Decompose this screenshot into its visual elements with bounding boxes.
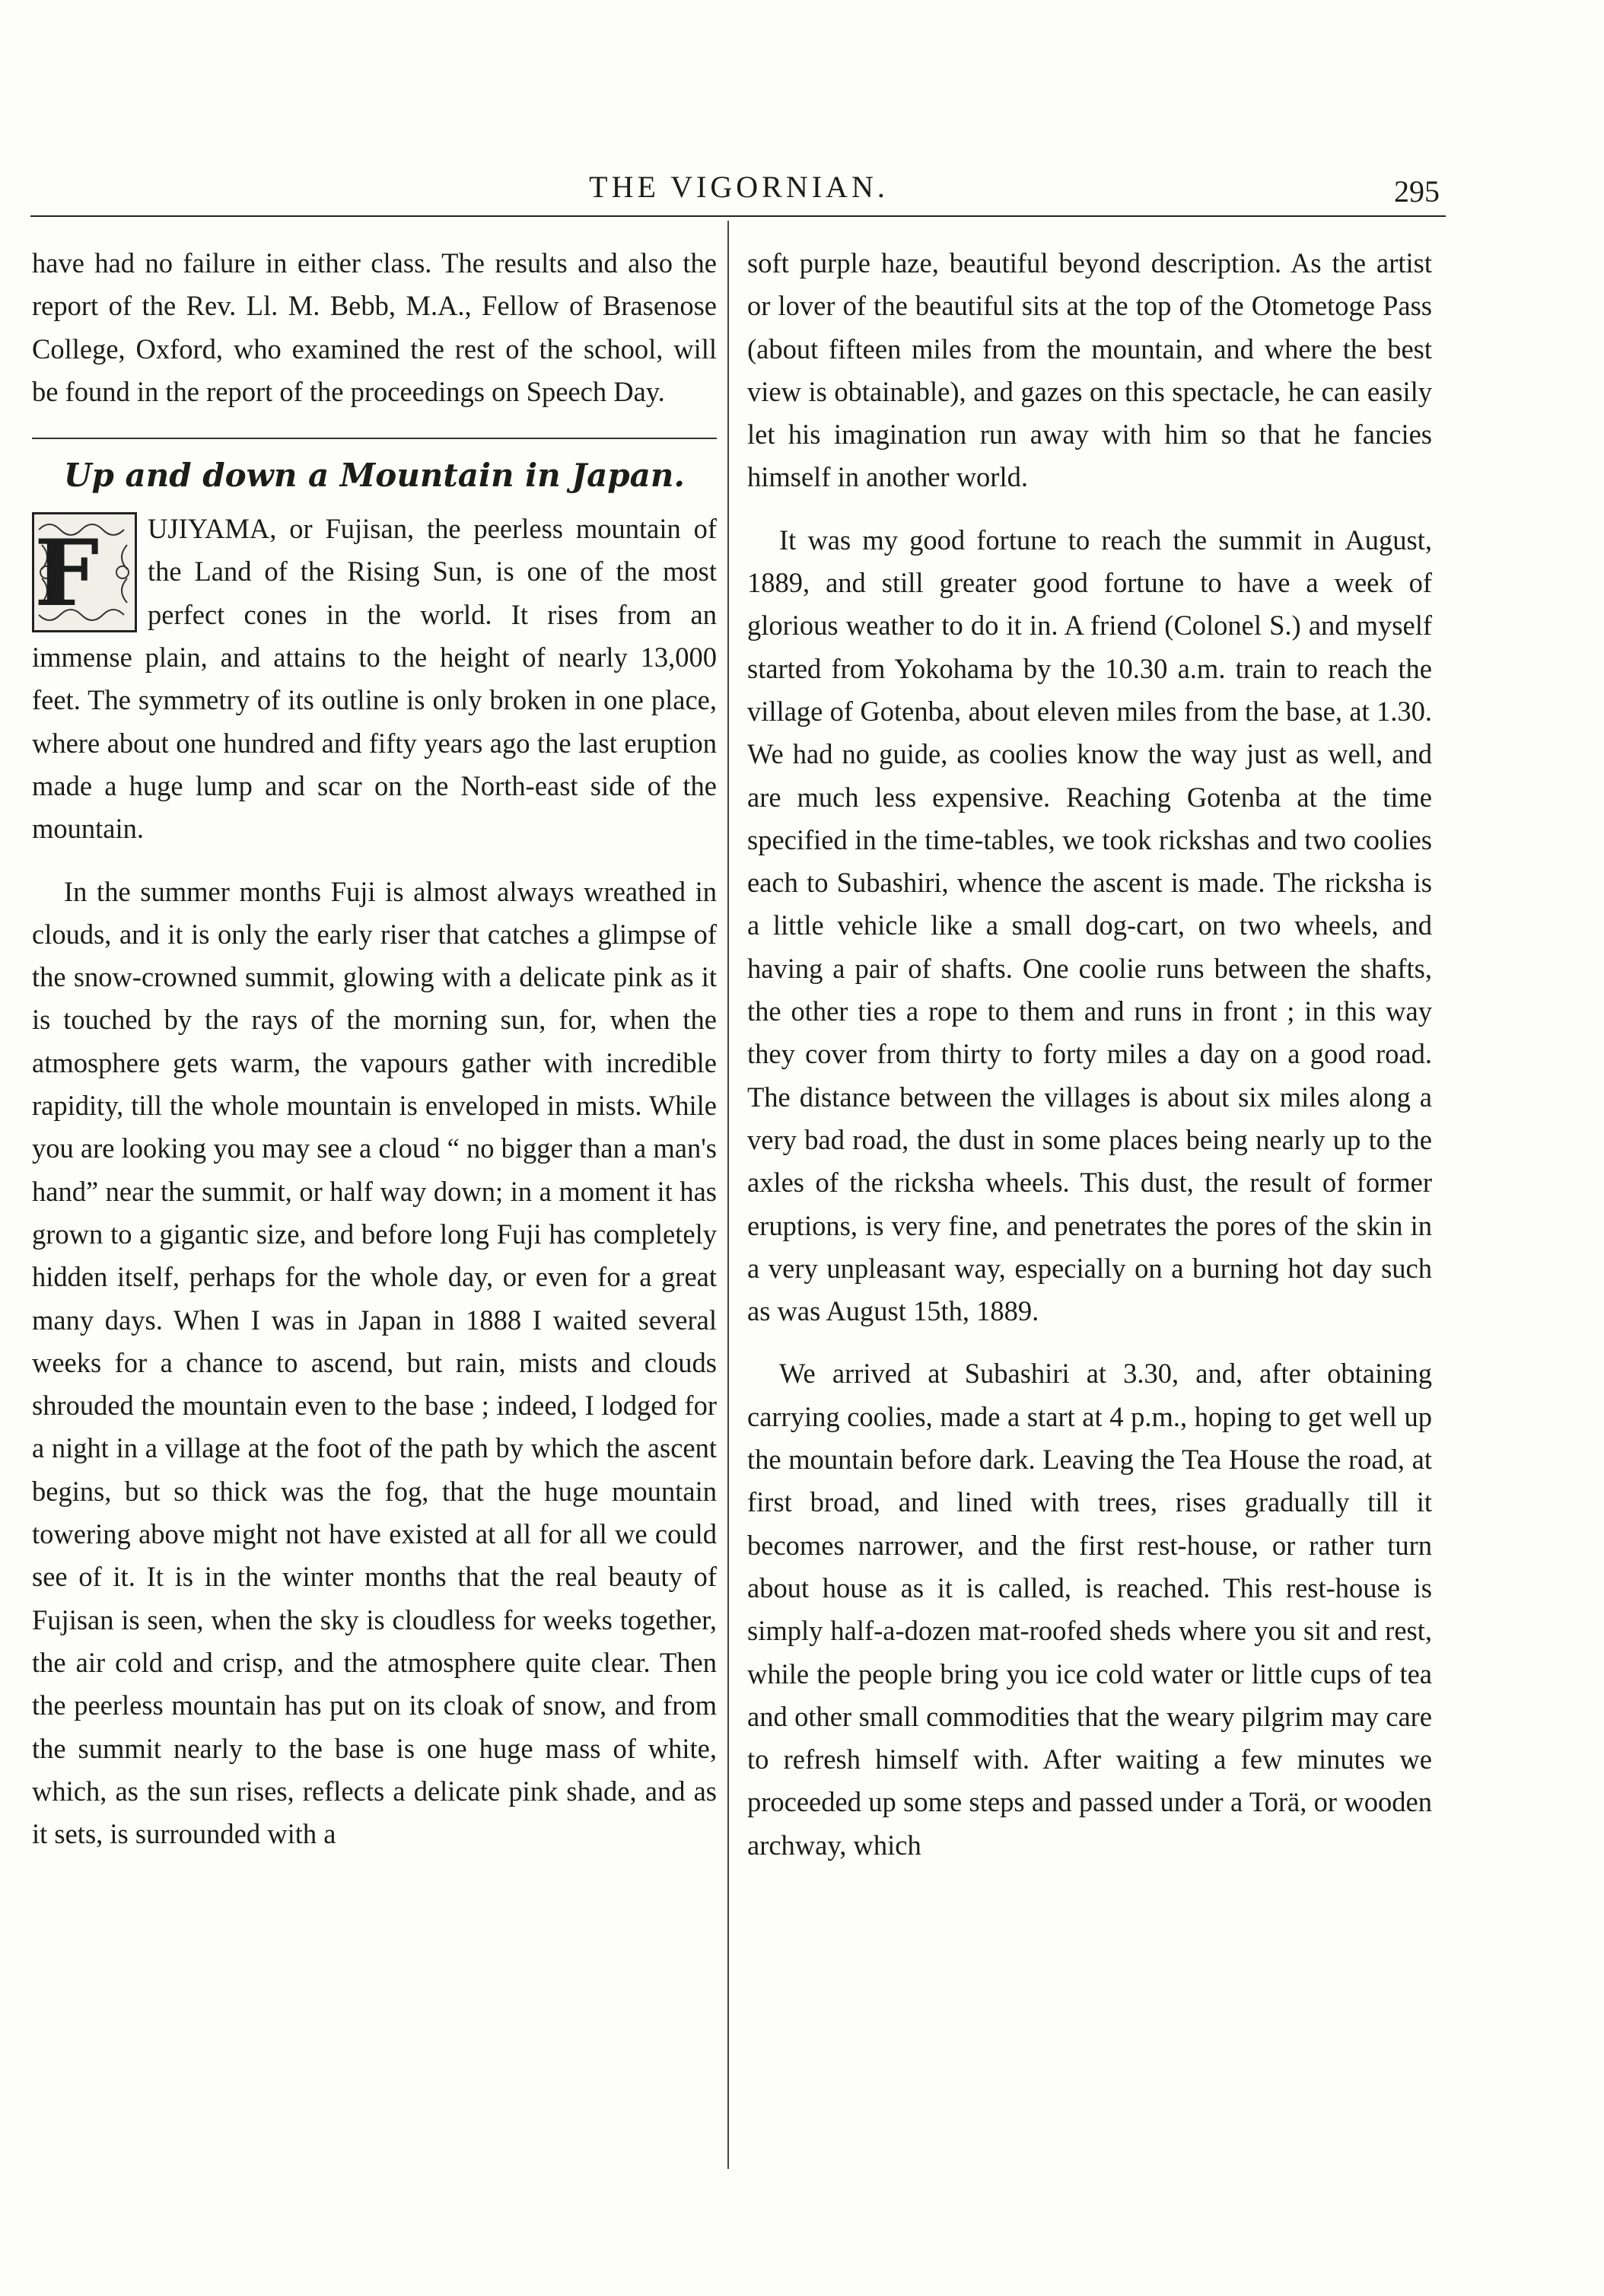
left-column: [32, 242, 717, 1855]
article-paragraph-3: soft purple haze, beautiful beyond description. As the artist or lover of the beautiful sits at the top of the Otometoge Pass (about fifteen miles from the mountain, and where the best view is obtainable), and gazes on this spectacle, he can easily let his imagination run away with him so that he fancies himself in another world.: [747, 247, 1432, 493]
page-number: 295: [1394, 174, 1440, 209]
article-title: Up and down a Mountain in Japan.: [63, 457, 686, 495]
dropcap-letter: F: [34, 520, 100, 628]
article-paragraph-2: In the summer months Fuji is almost always wreathed in clouds, and it is only the early riser that catches a glimpse of the snow-crowned summit, glowing with a delicate pink as it is touched by the rays of the morning sun, for, when the atmosphere gets warm, the vapours gather with incredible rapidity, till the whole mountain is enveloped in mists. While you are looking you may see a cloud “ no bigger than a man's hand” near the summit, or half way down; in a moment it has grown to a gigantic size, and before long Fuji has completely hidden itself, perhaps for the whole day, or even for a great many days. When I was in Japan in 1888 I waited several weeks for a chance to ascend, but rain, mists and clouds shrouded the mountain even to the base ; indeed, I lodged for a night in a village at the foot of the path by which the ascent begins, but so thick was the fog, that the huge mountain towering above might not have existed at all for all we could see of it. It is in the winter months that the real beauty of Fujisan is seen, when the sky is cloudless for weeks together, the air cold and crisp, and the atmosphere quite clear. Then the peerless mountain has put on its cloak of snow, and from the summit nearly to the base is one huge mass of white, which, as the sun rises, reflects a delicate pink shade, and as it sets, is surrounded with a: [32, 875, 717, 1850]
article-paragraph-1: [32, 508, 717, 850]
section-divider: [32, 438, 717, 439]
running-title: THE VIGORNIAN.: [589, 170, 889, 204]
article-paragraph-5: We arrived at Subashiri at 3.30, and, after obtaining carrying coolies, made a start at 4 p.m., hoping to get well up the mountain before dark. Leaving the Tea House the road, at first broad, and lined with trees, rises gradually till it becomes narrower, and the first rest-house, or rather turn about house as it is called, is reached. This rest-house is simply half-a-dozen mat-roofed sheds where you sit and rest, while the people bring you ice cold water or little cups of tea and other small commodities that the weary pilgrim may care to refresh himself with. After waiting a few minutes we proceeded up some steps and passed under a Torä, or wooden archway, which: [747, 1358, 1432, 1861]
article-paragraph-4: It was my good fortune to reach the summit in August, 1889, and still greater good fortune to have a week of glorious weather to do it in. A friend (Colonel S.) and myself started from Yokohama by the 10.30 a.m. train to reach the village of Gotenba, about eleven miles from the base, at 1.30. We had no guide, as coolies know the way just as well, and are much less expensive. Reaching Gotenba at the time specified in the time-tables, we took rickshas and two coolies each to Subashiri, whence the ascent is made. The ricksha is a little vehicle like a small dog-cart, on two wheels, and having a pair of shafts. One coolie runs between the shafts, the other ties a rope to them and runs in front ; in this way they cover from thirty to forty miles a day on a good road. The distance between the villages is about six miles along a very bad road, the dust in some places being nearly up to the axles of the ricksha wheels. This dust, the result of former eruptions, is very fine, and penetrates the pores of the skin in a very unpleasant way, especially on a burning hot day such as was August 15th, 1889.: [747, 524, 1432, 1327]
header-rule: [30, 215, 1446, 217]
intro-paragraph: have had no failure in either class. The results and also the report of the Rev. Ll. M. Bebb, M.A., Fellow of Brasenose College, Oxford, who examined the rest of the school, will be found in the report of the proceedings on Speech Day.: [32, 247, 717, 407]
right-column: [747, 242, 1432, 1867]
page-header: [30, 161, 1447, 215]
column-divider: [727, 221, 729, 2169]
ornamental-dropcap: [32, 512, 137, 632]
article-paragraph-1-text: UJIYAMA, or Fujisan, the peerless mountain of the Land of the Rising Sun, is one of the most perfect cones in the world. It rises from an immense plain, and attains to the height of nearly 13,000 feet. The symmetry of its outline is only broken in one place, where about one hundred and fifty years ago the last eruption made a huge lump and scar on the North-east side of the mountain.: [32, 513, 717, 845]
